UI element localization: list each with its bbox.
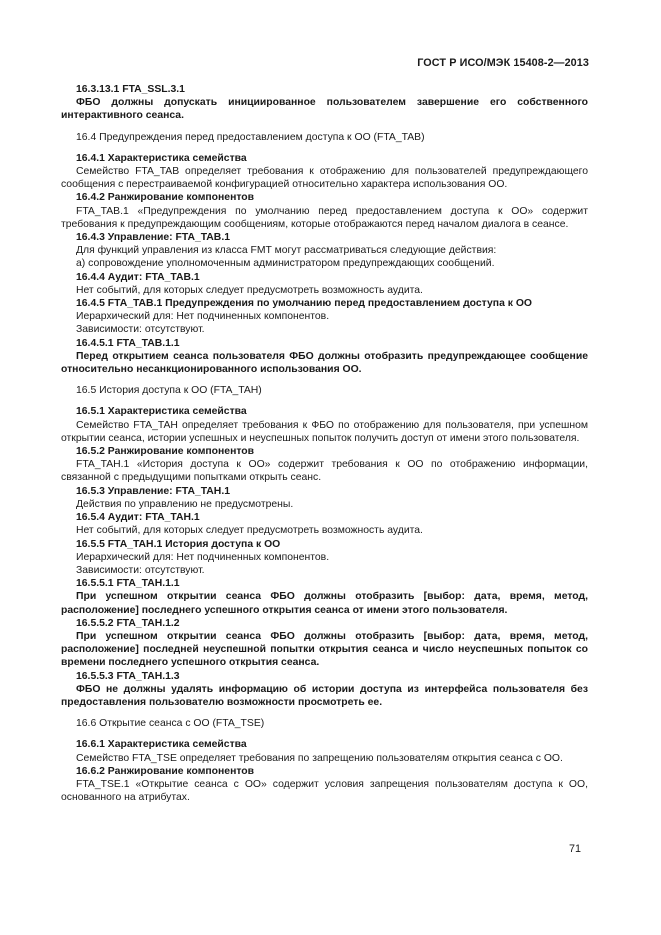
paragraph: Действия по управлению не предусмотрены. — [76, 498, 294, 510]
bold-paragraph: 16.4.1 Характеристика семейства — [76, 152, 247, 164]
bold-paragraph: 16.5.5 FTA_TAH.1 История доступа к ОО — [76, 538, 281, 550]
paragraph: Семейство FTA_TAH определяет требования к ФБО по отображению для пользователя, при успешном открытии сеанса, истории успешных и неуспешных попыток получить доступ от имени этого пользователя. — [61, 419, 588, 444]
bold-paragraph: 16.5.4 Аудит: FTA_TAH.1 — [76, 512, 200, 524]
bold-paragraph: При успешном открытии сеанса ФБО должны отобразить [выбор: дата, время, метод, расположение] последней неуспешной попытки открытия сеанса и число неуспешных попыток со времени последнего успешного открытия сеанса. — [61, 630, 588, 669]
paragraph: Для функций управления из класса FMT могут рассматриваться следующие действия: — [76, 245, 497, 257]
paragraph: Нет событий, для которых следует предусмотреть возможность аудита. — [76, 525, 423, 537]
bold-paragraph: 16.5.1 Характеристика семейства — [76, 406, 247, 418]
paragraph: Зависимости: отсутствуют. — [76, 564, 205, 576]
bold-paragraph: Перед открытием сеанса пользователя ФБО должны отобразить предупреждающее сообщение относительно несанкционированного использования ОО. — [61, 350, 588, 376]
paragraph: 16.6 Открытие сеанса с ОО (FTA_TSE) — [76, 718, 265, 730]
paragraph: FTA_TAB.1 «Предупреждения по умолчанию перед предоставлением доступа к ОО» содержит требования к предупреждающим сообщениям, которые отображаются перед началом диалога в сеансе. — [61, 205, 588, 230]
bold-paragraph: 16.4.3 Управление: FTA_TAB.1 — [76, 232, 230, 244]
bold-paragraph: 16.6.2 Ранжирование компонентов — [76, 765, 255, 777]
bold-paragraph: 16.5.5.2 FTA_TAH.1.2 — [76, 617, 180, 629]
bold-paragraph: 16.4.5 FTA_TAB.1 Предупреждения по умолчанию перед предоставлением доступа к ОО — [76, 298, 532, 310]
bold-paragraph: 16.4.2 Ранжирование компонентов — [76, 192, 255, 204]
paragraph: Иерархический для: Нет подчиненных компонентов. — [76, 311, 330, 323]
bold-paragraph: 16.5.2 Ранжирование компонентов — [76, 446, 255, 458]
paragraph: FTA_TAH.1 «История доступа к ОО» содержит требования к ОО по отображению информации, связанной с предыдущими попытками открыть сеанс. — [61, 459, 588, 484]
paragraph: Иерархический для: Нет подчиненных компонентов. — [76, 551, 330, 563]
paragraph: 16.5 История доступа к ОО (FTA_TAH) — [76, 385, 262, 397]
paragraph: Зависимости: отсутствуют. — [76, 324, 205, 336]
bold-paragraph: 16.4.4 Аудит: FTA_TAB.1 — [76, 271, 200, 283]
bold-paragraph: 16.4.5.1 FTA_TAB.1.1 — [76, 337, 180, 349]
paragraph: Семейство FTA_TSE определяет требования по запрещению пользователям открытия сеанса с ОО. — [76, 752, 563, 764]
paragraph: а) сопровождение уполномоченным администратором предупреждающих сообщений. — [76, 258, 495, 270]
paragraph: Семейство FTA_TAB определяет требования к отображению для пользователей предупреждающего сообщения с перестраиваемой конфигурацией относительно характера использования ОО. — [61, 166, 588, 191]
bold-paragraph: 16.3.13.1 FTA_SSL.3.1 — [76, 84, 185, 95]
page-number: 71 — [568, 843, 581, 855]
paragraph: Нет событий, для которых следует предусмотреть возможность аудита. — [76, 284, 423, 296]
document-body — [61, 83, 588, 804]
paragraph: 16.4 Предупреждения перед предоставлением доступа к ОО (FTA_TAB) — [76, 131, 425, 143]
bold-paragraph: 16.6.1 Характеристика семейства — [76, 739, 247, 751]
document-header: ГОСТ Р ИСО/МЭК 15408-2—2013 — [417, 57, 589, 69]
bold-paragraph: ФБО должны допускать инициированное пользователем завершение его собственного интерактивного сеанса. — [61, 97, 588, 122]
bold-paragraph: При успешном открытии сеанса ФБО должны отобразить [выбор: дата, время, метод, расположение] последнего успешного открытия сеанса от имени этого пользователя. — [61, 591, 588, 616]
bold-paragraph: 16.5.5.1 FTA_TAH.1.1 — [76, 578, 180, 590]
paragraph: FTA_TSE.1 «Открытие сеанса с ОО» содержит условия запрещения пользователям доступа к ОО, основанного на атрибутах. — [61, 778, 588, 804]
bold-paragraph: 16.5.5.3 FTA_TAH.1.3 — [76, 670, 180, 682]
bold-paragraph: ФБО не должны удалять информацию об истории доступа из интерфейса пользователя без предоставления пользователю возможности просмотреть ее. — [61, 683, 588, 708]
bold-paragraph: 16.5.3 Управление: FTA_TAH.1 — [76, 485, 230, 497]
